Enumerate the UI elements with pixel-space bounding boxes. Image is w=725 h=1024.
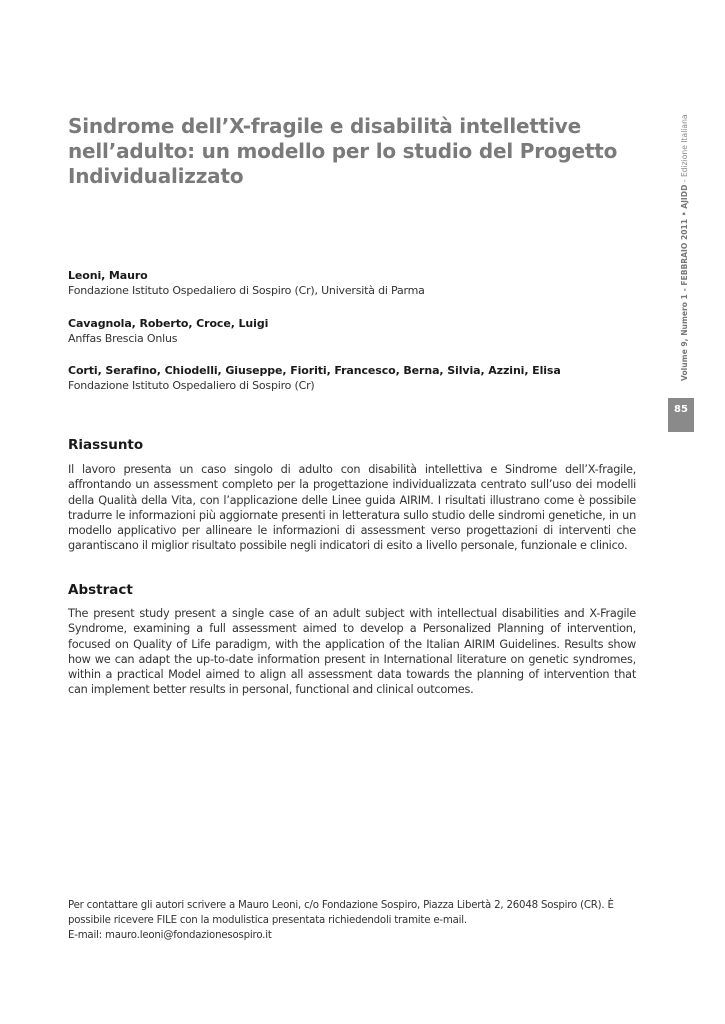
author-affiliation: Anffas Brescia Onlus (68, 332, 178, 345)
riassunto-heading: Riassunto (68, 437, 144, 453)
author-names: Leoni, Mauro (68, 269, 148, 282)
journal-side-label (672, 114, 689, 390)
author-names: Cavagnola, Roberto, Croce, Luigi (68, 317, 269, 330)
riassunto-text: Il lavoro presenta un caso singolo di adulto con disabilità intellettiva e Sindrome dell’X-fragile, affrontando un assessment completo per la progettazione individualizzata centrato sull’uso dei modelli della Qualità della Vita, con l’applicazione delle Linee guida AIRIM. I risultati illustrano come è possibile tradurre le informazioni più aggiornate presenti in letteratura sullo studio delle sindromi genetiche, in un modello applicativo per allineare le informazioni di assessment verso progettazioni di interventi che garantiscano il miglior risultato possibile negli indicatori di esito a livello personale, funzionale e clinico. (68, 463, 636, 553)
journal-issue-bold: Volume 9, Numero 1 - FEBBRAIO 2011 • AJIDD (680, 184, 689, 381)
abstract-text: The present study present a single case of an adult subject with intellectual disabilities and X-Fragile Syndrome, examining a full assessment aimed to develop a Personalized Planning of intervention, focused on Quality of Life paradigm, with the application of the Italian AIRIM Guidelines. Results show how we can adapt the up-to-date information present in International literature on genetic syndromes, within a practical Model aimed to align all assessment data towards the planning of intervention that can implement better results in personal, functional and clinical outcomes. (68, 607, 636, 697)
page-number: 85 (674, 404, 688, 415)
journal-issue-text (680, 114, 689, 381)
author-group-2 (68, 316, 628, 346)
page-number-tab (668, 398, 694, 432)
journal-edition: - Edizione Italiana (680, 114, 689, 183)
author-affiliation: Fondazione Istituto Ospedaliero di Sospiro (Cr) (68, 379, 315, 392)
contact-footer (68, 898, 640, 943)
footer-contact-text: Per contattare gli autori scrivere a Mauro Leoni, c/o Fondazione Sospiro, Piazza Libertà 2, 26048 Sospiro (CR). È possibile ricevere FILE con la modulistica presentata richiedendoli tramite e-mail. (68, 900, 614, 926)
author-group-3 (68, 363, 628, 393)
footer-email: E-mail: mauro.leoni@fondazionesospiro.it (68, 930, 272, 941)
abstract-heading: Abstract (68, 582, 133, 598)
article-title: Sindrome dell’X-fragile e disabilità intellettive nell’adulto: un modello per lo studio del Progetto Individualizzato (68, 114, 618, 188)
author-group-1 (68, 268, 628, 298)
author-names: Corti, Serafino, Chiodelli, Giuseppe, Fioriti, Francesco, Berna, Silvia, Azzini, Elisa (68, 364, 561, 377)
author-affiliation: Fondazione Istituto Ospedaliero di Sospiro (Cr), Università di Parma (68, 284, 425, 297)
